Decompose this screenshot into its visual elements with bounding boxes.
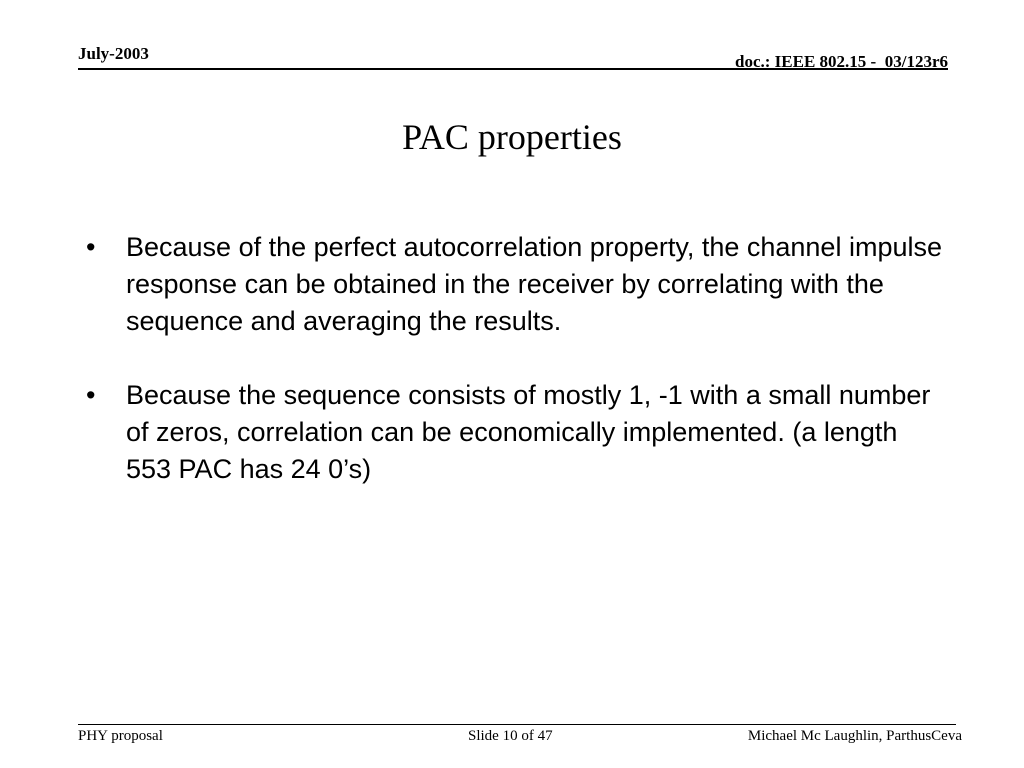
footer-author: Michael Mc Laughlin, ParthusCeva bbox=[747, 728, 962, 744]
bullet-dot: • bbox=[86, 380, 96, 410]
footer-rule bbox=[78, 724, 956, 725]
bullet-list bbox=[86, 229, 946, 525]
header-rule bbox=[78, 68, 948, 70]
bullet-item bbox=[86, 377, 946, 488]
footer-left-text: PHY proposal bbox=[78, 728, 163, 744]
header-doc-id: doc.: IEEE 802.15 - 03/123r6 bbox=[735, 52, 948, 71]
slide-number: Slide 10 of 47 bbox=[468, 728, 553, 744]
bullet-item bbox=[86, 229, 946, 340]
bullet-dot: • bbox=[86, 232, 96, 262]
slide-title: PAC properties bbox=[402, 117, 622, 157]
header-date: July-2003 bbox=[78, 44, 149, 63]
bullet-text: Because the sequence consists of mostly 1, -1 with a small number of zeros, correlation can be economically implemented. (a length 553 PAC has 24 0’s) bbox=[126, 380, 931, 484]
bullet-text: Because of the perfect autocorrelation property, the channel impulse response can be obtained in the receiver by correlating with the sequence and averaging the results. bbox=[126, 232, 942, 336]
